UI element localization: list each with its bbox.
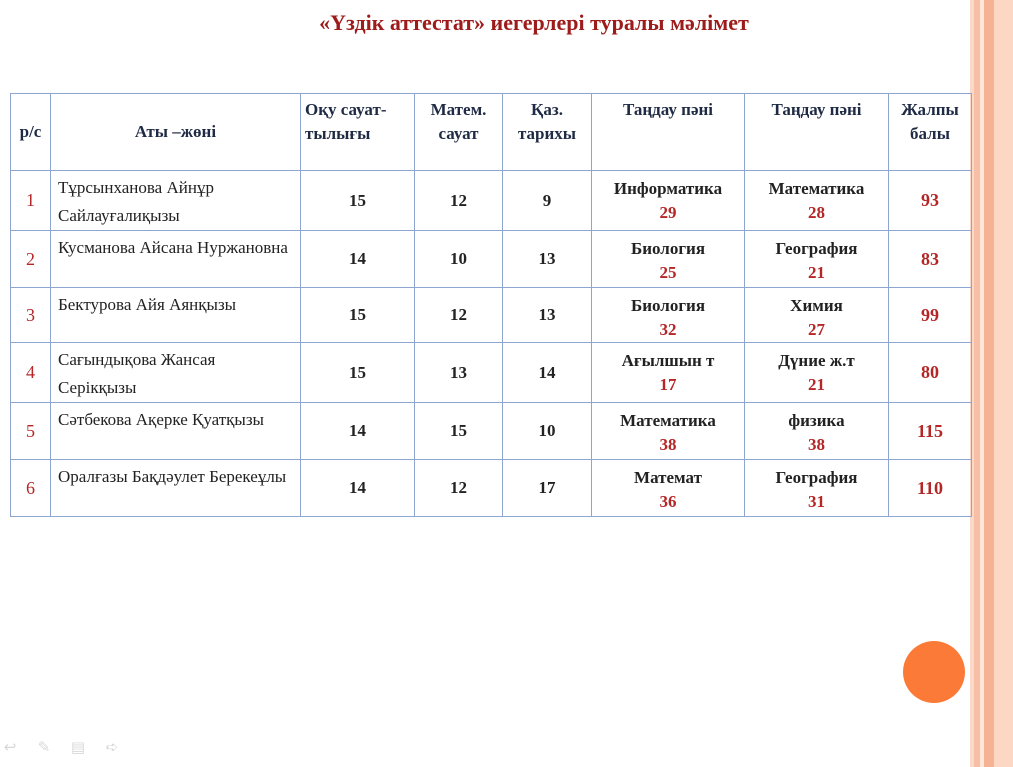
math-score: 12 bbox=[415, 460, 503, 517]
history-score: 14 bbox=[503, 343, 592, 403]
history-score: 10 bbox=[503, 403, 592, 460]
reading-score: 15 bbox=[301, 288, 415, 343]
header-total: Жалпы балы bbox=[889, 94, 972, 171]
choice1-cell bbox=[592, 403, 745, 460]
table-row bbox=[11, 171, 972, 231]
decor-circle bbox=[903, 641, 965, 703]
header-name: Аты –жөні bbox=[51, 94, 301, 171]
choice1-cell bbox=[592, 171, 745, 231]
history-score: 13 bbox=[503, 288, 592, 343]
choice2-cell bbox=[745, 460, 889, 517]
choice1-subject: Ағылшын т bbox=[621, 351, 715, 370]
total-score: 115 bbox=[889, 403, 972, 460]
decor-stripe bbox=[994, 0, 1013, 767]
student-name: Сағындықова Жансая Серікқызы bbox=[51, 343, 301, 403]
choice2-subject: физика bbox=[788, 411, 845, 430]
row-number: 1 bbox=[11, 171, 51, 231]
choice1-score: 25 bbox=[659, 263, 677, 282]
header-history: Қаз. тарихы bbox=[503, 94, 592, 171]
math-score: 15 bbox=[415, 403, 503, 460]
reading-score: 14 bbox=[301, 231, 415, 288]
choice1-score: 29 bbox=[659, 203, 677, 222]
next-icon[interactable]: ➪ bbox=[105, 738, 119, 756]
row-number: 2 bbox=[11, 231, 51, 288]
choice2-score: 21 bbox=[808, 375, 825, 394]
total-score: 83 bbox=[889, 231, 972, 288]
math-score: 12 bbox=[415, 171, 503, 231]
choice1-score: 38 bbox=[659, 435, 677, 454]
reading-score: 14 bbox=[301, 403, 415, 460]
choice1-score: 32 bbox=[659, 320, 677, 339]
total-score: 99 bbox=[889, 288, 972, 343]
choice2-subject: География bbox=[775, 468, 858, 487]
row-number: 3 bbox=[11, 288, 51, 343]
math-score: 13 bbox=[415, 343, 503, 403]
choice2-subject: Дүние ж.т bbox=[778, 351, 855, 370]
choice1-cell bbox=[592, 460, 745, 517]
choice2-score: 21 bbox=[808, 263, 825, 282]
prev-icon[interactable]: ↩ bbox=[3, 738, 17, 756]
choice2-cell bbox=[745, 171, 889, 231]
choice2-subject: География bbox=[775, 239, 858, 258]
student-name: Сәтбекова Ақерке Қуатқызы bbox=[51, 403, 301, 460]
header-choice2: Таңдау пәні bbox=[745, 94, 889, 171]
choice2-score: 38 bbox=[808, 435, 825, 454]
table-row bbox=[11, 343, 972, 403]
math-score: 10 bbox=[415, 231, 503, 288]
header-math: Матем. сауат bbox=[415, 94, 503, 171]
student-name: Оралғазы Бақдәулет Берекеұлы bbox=[51, 460, 301, 517]
table-row bbox=[11, 231, 972, 288]
header-ps: р/с bbox=[11, 94, 51, 171]
pen-icon[interactable]: ✎ bbox=[37, 738, 51, 756]
slide-title: «Үздік аттестат» иегерлері туралы мәлімет bbox=[319, 10, 749, 35]
choice2-score: 28 bbox=[808, 203, 825, 222]
choice1-cell bbox=[592, 231, 745, 288]
student-name: Бектурова Айя Аянқызы bbox=[51, 288, 301, 343]
row-number: 6 bbox=[11, 460, 51, 517]
table-header-row bbox=[11, 94, 972, 171]
table-row bbox=[11, 460, 972, 517]
row-number: 4 bbox=[11, 343, 51, 403]
row-number: 5 bbox=[11, 403, 51, 460]
choice2-score: 27 bbox=[808, 320, 825, 339]
table-row bbox=[11, 288, 972, 343]
choice2-cell bbox=[745, 288, 889, 343]
choice1-subject: Математ bbox=[634, 468, 702, 487]
choice2-cell bbox=[745, 231, 889, 288]
choice1-subject: Биология bbox=[630, 296, 706, 315]
choice2-cell bbox=[745, 343, 889, 403]
slide-nav bbox=[0, 738, 122, 756]
choice1-subject: Математика bbox=[620, 411, 716, 430]
choice2-cell bbox=[745, 403, 889, 460]
student-name: Тұрсынханова Айнұр Сайлауғалиқызы bbox=[51, 171, 301, 231]
student-name: Кусманова Айсана Нуржановна bbox=[51, 231, 301, 288]
reading-score: 14 bbox=[301, 460, 415, 517]
choice1-subject: Информатика bbox=[613, 179, 723, 198]
total-score: 80 bbox=[889, 343, 972, 403]
history-score: 17 bbox=[503, 460, 592, 517]
total-score: 110 bbox=[889, 460, 972, 517]
choice1-cell bbox=[592, 288, 745, 343]
choice2-subject: Химия bbox=[790, 296, 843, 315]
math-score: 12 bbox=[415, 288, 503, 343]
choice1-score: 17 bbox=[659, 375, 677, 394]
total-score: 93 bbox=[889, 171, 972, 231]
history-score: 9 bbox=[503, 171, 592, 231]
table-row bbox=[11, 403, 972, 460]
decor-stripe bbox=[984, 0, 994, 767]
choice1-cell bbox=[592, 343, 745, 403]
choice2-subject: Математика bbox=[768, 179, 865, 198]
choice1-score: 36 bbox=[659, 492, 677, 511]
menu-icon[interactable]: ▤ bbox=[70, 738, 86, 756]
choice2-score: 31 bbox=[808, 492, 825, 511]
choice1-subject: Биология bbox=[630, 239, 706, 258]
header-choice1: Таңдау пәні bbox=[592, 94, 745, 171]
header-reading: Оқу сауат-тылығы bbox=[301, 94, 415, 171]
history-score: 13 bbox=[503, 231, 592, 288]
reading-score: 15 bbox=[301, 343, 415, 403]
results-table bbox=[10, 93, 972, 517]
reading-score: 15 bbox=[301, 171, 415, 231]
